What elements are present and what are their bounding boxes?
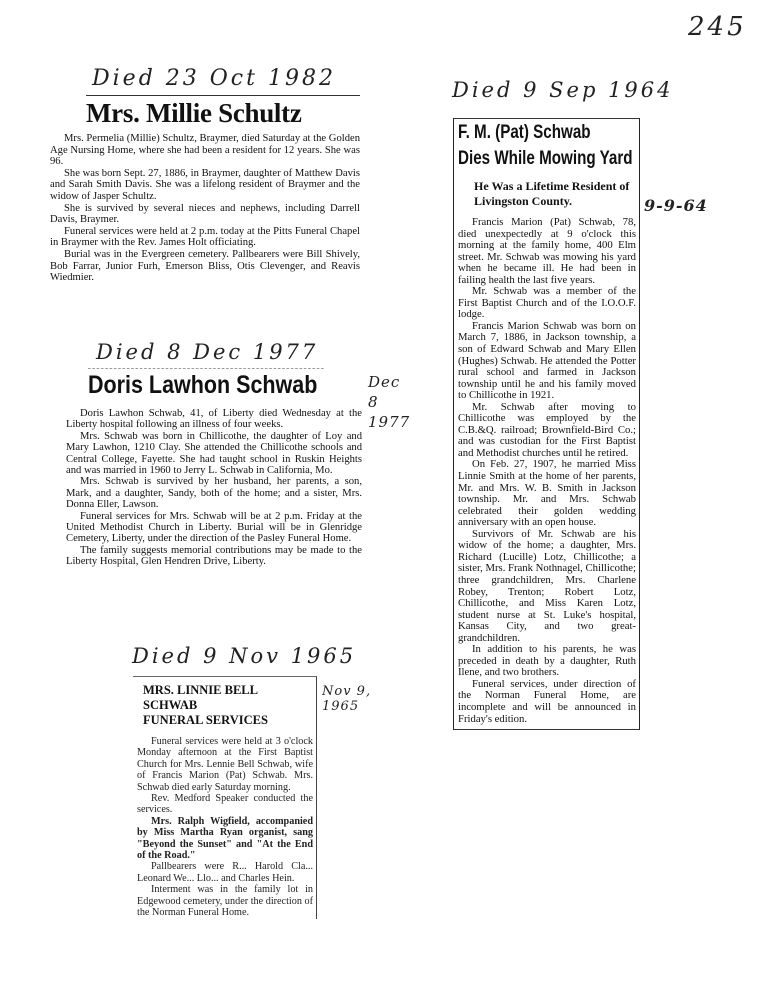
obituary-body: [137, 736, 313, 919]
handwritten-margin-note: Dec 8 1977: [368, 373, 411, 431]
paragraph: Funeral services, under direction of the Norman Funeral Home, are incomplete and will be announced in Friday's edition.: [458, 677, 636, 725]
paragraph: Mr. Schwab was a member of the First Baptist Church and of the I.O.O.F. lodge.: [458, 285, 636, 321]
page-number: 245: [688, 12, 747, 42]
handwritten-death-date: Died 23 Oct 1982: [92, 66, 336, 91]
obituary-title-line: Dies While Mowing Yard: [458, 148, 633, 169]
obituary-linnie-bell-schwab: [133, 676, 317, 919]
paragraph: She was born Sept. 27, 1886, in Braymer, daughter of Matthew Davis and Sarah Smith Davis. She was a lifelong resident of Braymer and the widow of Jasper Schultz.: [50, 167, 360, 202]
paragraph: Mr. Schwab after moving to Chillicothe was employed by the C.B.&Q. railroad; Brownfield-Bird Co.; and was custodian for the First Baptist and Methodist churches until he retired.: [458, 400, 636, 459]
obituary-millie-schultz: [50, 95, 360, 284]
obituary-body: [66, 408, 362, 568]
obituary-title-line: F. M. (Pat) Schwab: [458, 122, 591, 143]
obituary-doris-lawhon-schwab: [66, 364, 362, 568]
paragraph: Funeral services were held at 2 p.m. today at the Pitts Funeral Chapel in Braymer with the Rev. James Holt officiating.: [50, 225, 360, 249]
paragraph: Survivors of Mr. Schwab are his widow of the home; a daughter, Mrs. Richard (Lucille) Lotz, Chillicothe; a sister, Mrs. Frank Nothnagel, Chillicothe; three grandchildren, Mrs. Charlene Robey, Trenton; Robert Lotz, Chillicothe, and Miss Karen Lotz, student nurse at St. Luke's hospital, Kansas City, and two great-grandchildren.: [458, 527, 636, 644]
paragraph: Pallbearers were R... Harold Cla... Leonard We... Llo... and Charles Hein.: [137, 861, 313, 884]
paragraph: Mrs. Ralph Wigfield, accompanied by Miss Martha Ryan organist, sang "Beyond the Sunset" and "At the End of the Road.": [137, 815, 313, 862]
paragraph: Interment was in the family lot in Edgewood cemetery, under the direction of the Norman Funeral Home.: [137, 884, 313, 919]
handwritten-death-date: Died 8 Dec 1977: [96, 340, 319, 364]
paragraph: Burial was in the Evergreen cemetery. Pallbearers were Bill Shively, Bob Farrar, Junior Furh, Emerson Bliss, Otis Clevenger, and Reavis Wiedmier.: [50, 248, 360, 284]
paragraph: Mrs. Schwab is survived by her husband, her parents, a son, Mark, and a daughter, Sandy, both of the home; and a sister, Mrs. Donna Eller, Lawson.: [66, 476, 362, 511]
obituary-title: Doris Lawhon Schwab: [88, 368, 324, 400]
handwritten-margin-note: 9-9-64: [644, 196, 708, 215]
paragraph: Mrs. Permelia (Millie) Schultz, Braymer, died Saturday at the Golden Age Nursing Home, where she had been a resident for 12 years. She was 96.: [50, 133, 360, 168]
obituary-subtitle: He Was a Lifetime Resident of Livingston County.: [474, 179, 630, 208]
handwritten-margin-note: Nov 9, 1965: [322, 684, 372, 714]
paragraph: She is survived by several nieces and nephews, including Darrell Davis, Braymer.: [50, 202, 360, 226]
handwritten-death-date: Died 9 Nov 1965: [132, 644, 357, 668]
paragraph: On Feb. 27, 1907, he married Miss Linnie Smith at the home of her parents, Mr. and Mrs. W. B. Smith in Jackson township. Mr. and Mrs. Schwab celebrated their golden wedding anniversary with an open house.: [458, 458, 636, 529]
paragraph: Funeral services were held at 3 o'clock Monday afternoon at the First Baptist Church for Mrs. Lennie Bell Schwab, wife of Francis Marion (Pat) Schwab. Mrs. Schwab died early Saturday morning.: [137, 736, 313, 793]
obituary-title-line: FUNERAL SERVICES: [143, 713, 268, 727]
obituary-title: [143, 683, 313, 728]
obituary-body: [458, 217, 636, 725]
paragraph: The family suggests memorial contributions may be made to the Liberty Hospital, Glen Hendren Drive, Liberty.: [66, 544, 362, 568]
paragraph: Mrs. Schwab was born in Chillicothe, the daughter of Loy and Mary Lawhon, 1210 Clay. She attended the Chillicothe schools and Central College, Fayette. She had taught school in Ruskin Heights and was married in 1960 to Jerry L. Schwab in California, Mo.: [66, 430, 362, 477]
obituary-body: [50, 133, 360, 284]
handwritten-death-date: Died 9 Sep 1964: [452, 78, 674, 102]
paragraph: Rev. Medford Speaker conducted the services.: [137, 793, 313, 816]
paragraph: Francis Marion Schwab was born on March 7, 1886, in Jackson township, a son of Edward Schwab and Mary Ellen (Hughes) Schwab. He attended the Potter rural school and farmed in Jackson township until he and his family moved to Chillicothe in 1921.: [458, 319, 636, 402]
paragraph: Doris Lawhon Schwab, 41, of Liberty died Wednesday at the Liberty hospital following an illness of four weeks.: [66, 408, 362, 431]
obituary-title: Mrs. Millie Schultz: [86, 95, 360, 129]
obituary-title-line: MRS. LINNIE BELL SCHWAB: [143, 683, 258, 712]
paragraph: In addition to his parents, he was preceded in death by a daughter, Ruth Ilene, and two brothers.: [458, 643, 636, 679]
obituary-fm-pat-schwab: [453, 118, 640, 730]
paragraph: Funeral services for Mrs. Schwab will be at 2 p.m. Friday at the United Methodist Church in Liberty. Burial will be in Glenridge Cemetery, Liberty, under the direction of the Pasley Funeral Home.: [66, 510, 362, 545]
paragraph: Francis Marion (Pat) Schwab, 78, died unexpectedly at 9 o'clock this morning at the family home, 400 Elm street. Mr. Schwab was mowing his yard when he became ill. He had been in failing health the last five years.: [458, 216, 636, 286]
